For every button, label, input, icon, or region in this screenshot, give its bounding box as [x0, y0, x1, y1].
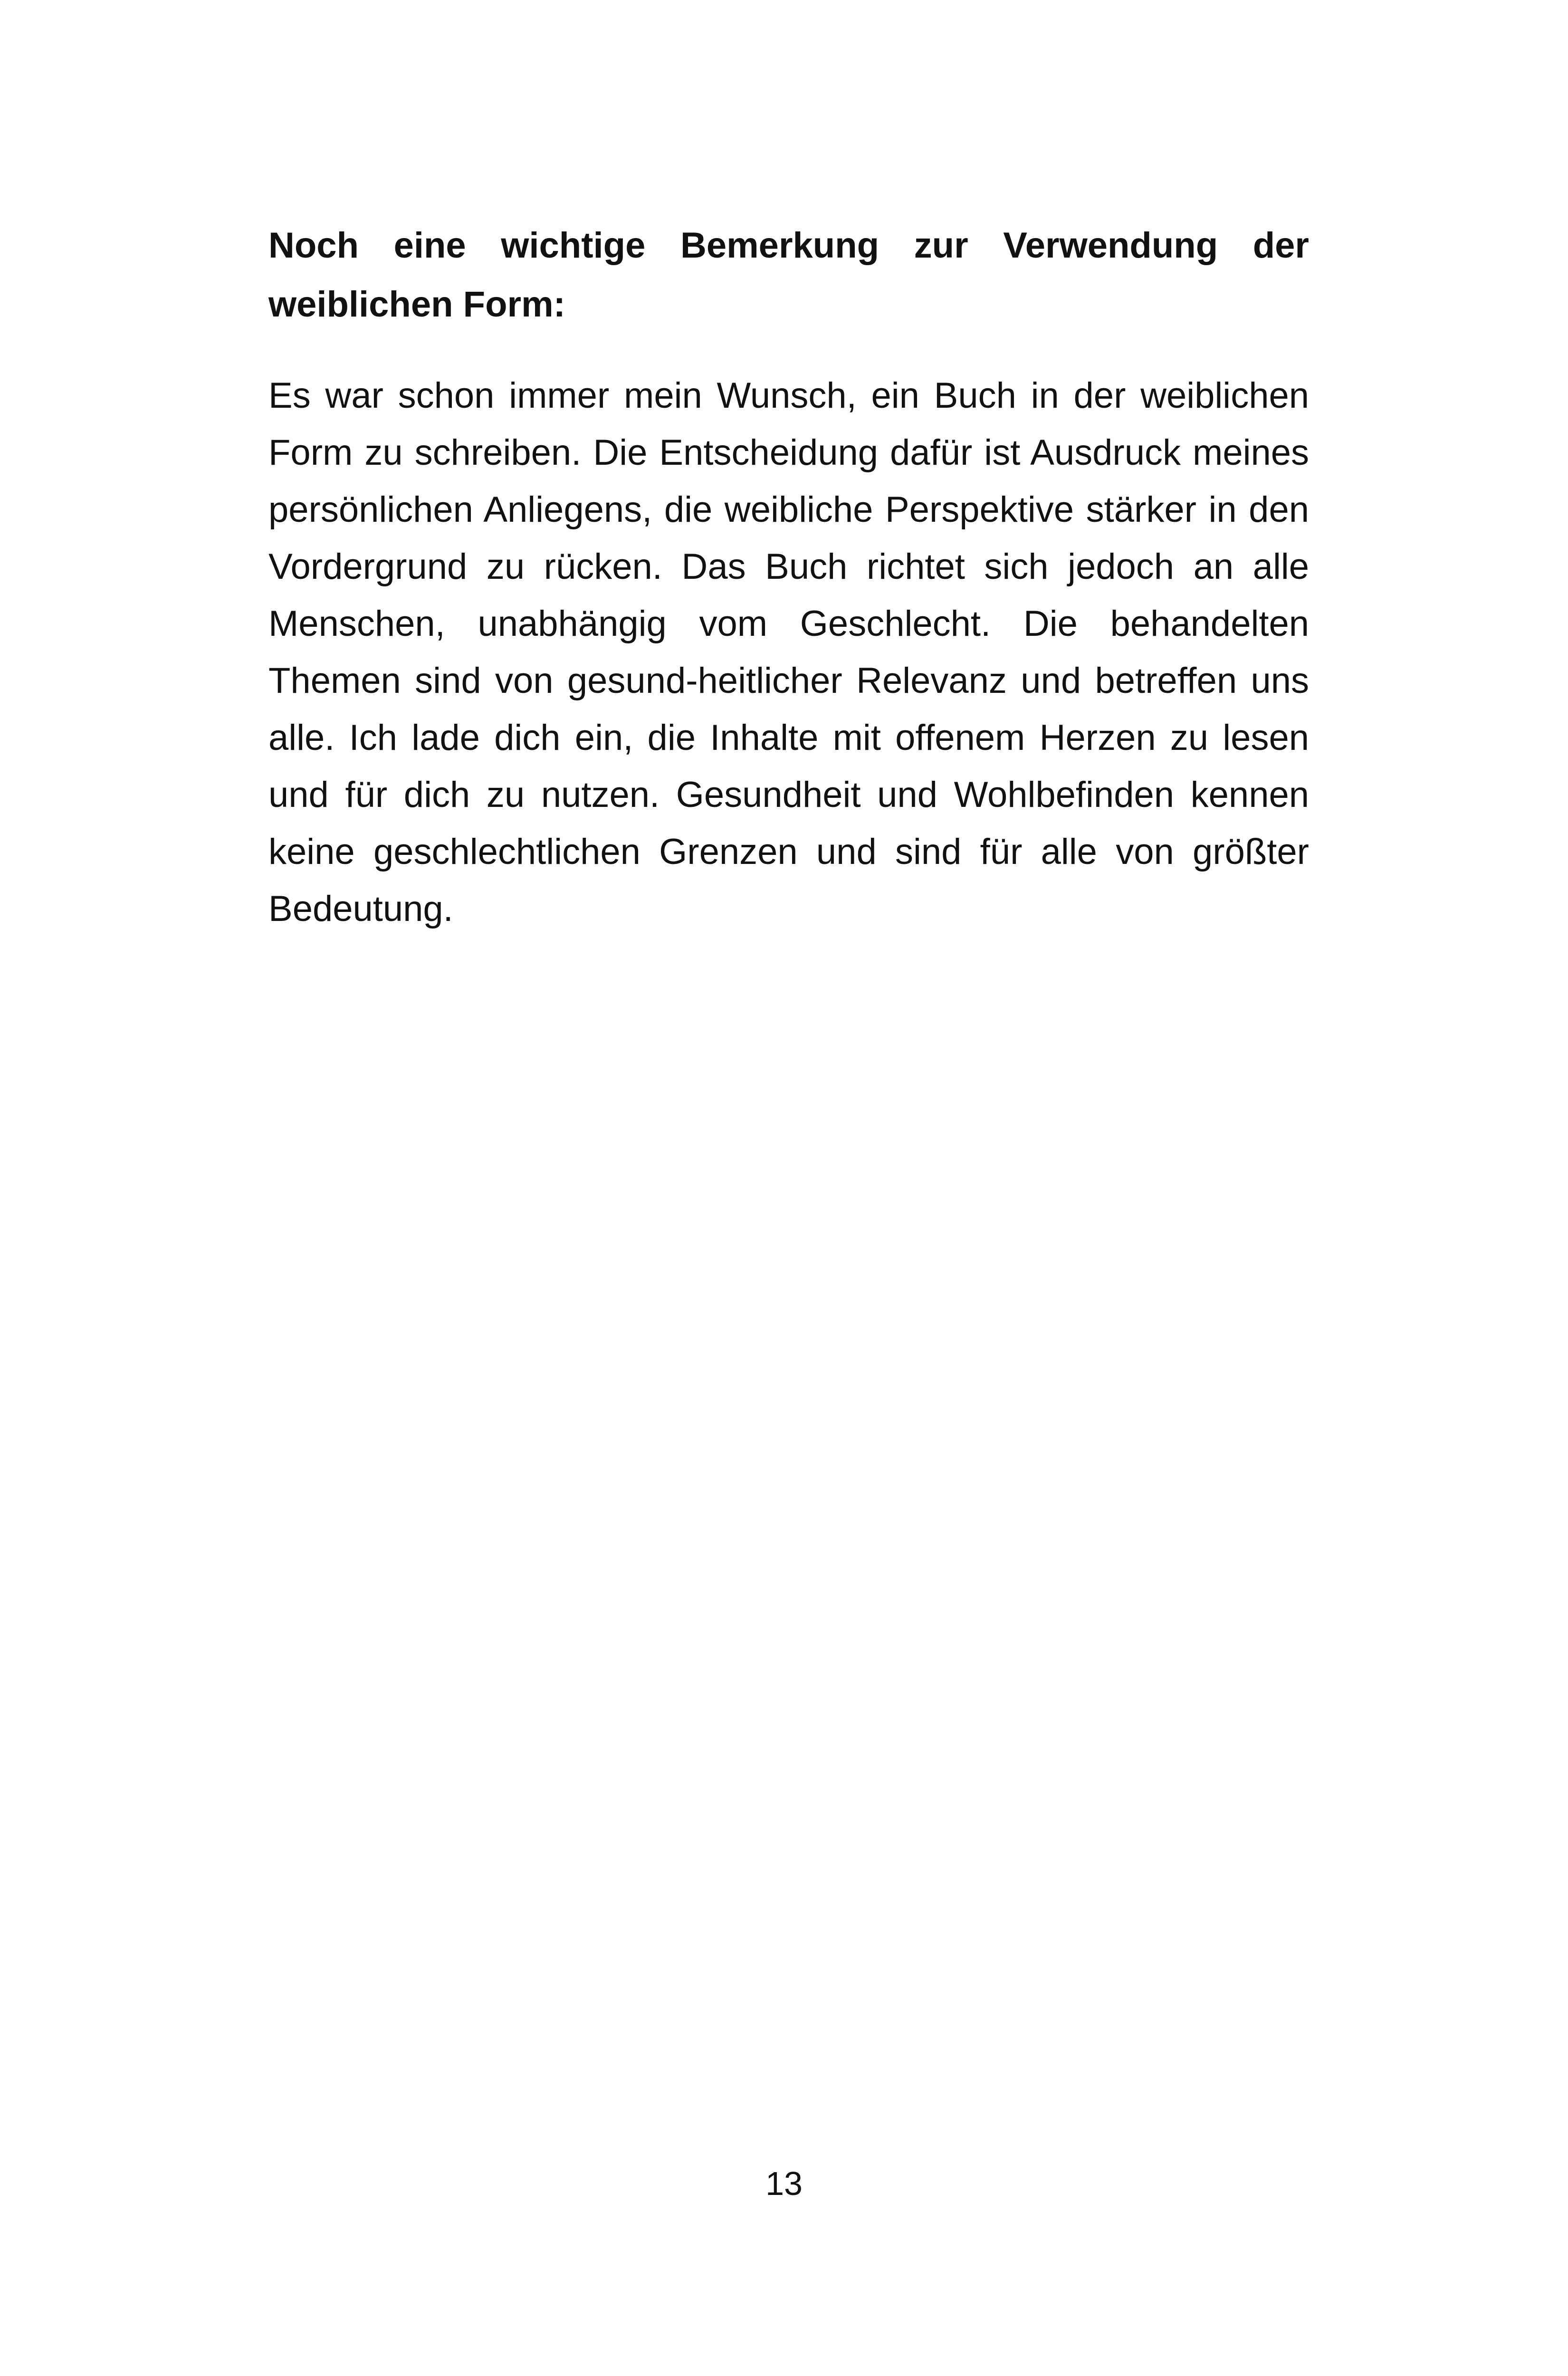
section-heading: Noch eine wichtige Bemerkung zur Verwendung der weiblichen Form: — [268, 225, 1309, 325]
page-content — [268, 216, 1309, 938]
body-paragraph: Es war schon immer mein Wunsch, ein Buch in der weiblichen Form zu schreiben. Die Entscheidung dafür ist Ausdruck meines persönlichen Anliegens, die weibliche Perspektive stärker in den Vordergrund zu rücken. Das Buch richtet sich jedoch an alle Menschen, unabhängig vom Geschlecht. Die behandelten Themen sind von gesund-heitlicher Relevanz und betreffen uns alle. Ich lade dich ein, die Inhalte mit offenem Herzen zu lesen und für dich zu nutzen. Gesundheit und Wohlbefinden kennen keine geschlechtlichen Grenzen und sind für alle von größter Bedeutung. — [268, 375, 1309, 929]
page-number: 13 — [765, 2165, 803, 2202]
